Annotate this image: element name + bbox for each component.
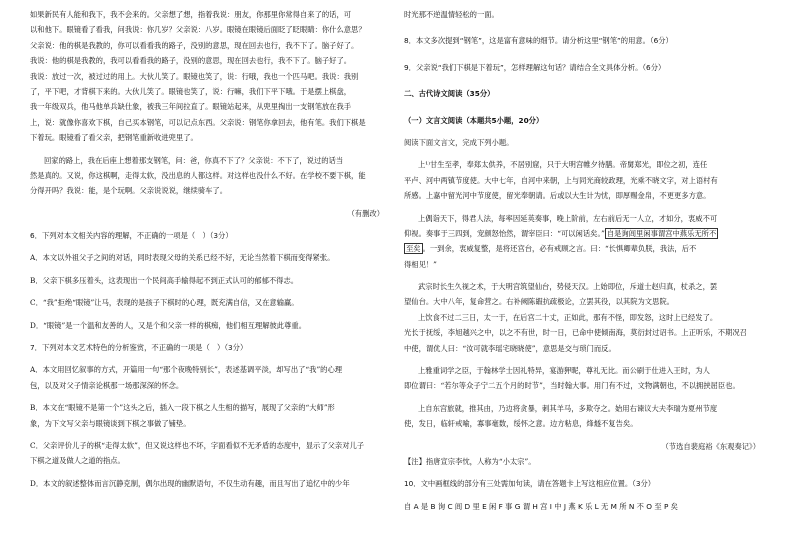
body-line: 时光那不逆温情轻松的一面。 (404, 10, 499, 19)
question-10-options: 自 A 是 B 询 C 闾 D 里 E 闲 F 事 G 谓 H 宫 I 中 J 燕 K 乐 L 无 M 所 N 不 O 至 P 矣 (404, 501, 678, 511)
question-7-option-d: D．本文的叙述整体而言沉静克制，偶尔出现的幽默语句，不仅生动有趣，而且写出了追忆中的少年 (30, 478, 350, 488)
passage-line (404, 226, 760, 241)
section-heading: 二、古代诗文阅读（35分） (404, 89, 495, 99)
body-line: 回家的路上，我在后座上想着那支钢笔，问：爸，你真不下了？父亲说：不下了，说过的话当 (44, 155, 344, 165)
question-7-stem: 7．下列对本文艺术特色的分析鉴赏，不正确的一项是（ ）（3分） (30, 343, 248, 353)
question-6-option-c: C．“我”拒绝“眼镜”让马，表现的是孩子下棋时的心理，既充满自信，又在意输赢。 (30, 298, 299, 308)
question-7-option-a: A．本文用回忆叙事的方式，开篇用一句“那个夜晚特别长”，表述基调平淡，却写出了“我”的心理 (30, 365, 343, 375)
source-note: （节选自裴庭裕《东观奏记》） (661, 441, 760, 451)
passage-line: 得相见！” (404, 259, 437, 269)
passage-text: 仰视。奏事于三四到，宠颜怒怡然，谓宰臣曰：“可以闲话矣。” (404, 228, 605, 238)
passage-line: 光长于抚绥，李旭越兴之中，以之不有世，时一日，已命中使倾南海，莫衍封过诏书。上正听乐，不期况召 (404, 328, 747, 338)
question-8: 8．本文多次提到“钢笔”，这是富有意味的细节。请分析这里“钢笔”的用意。（6分） (404, 36, 673, 46)
question-7-option-b-cont: 象，为下文写父亲与眼镜谈到下棋之事做了铺垫。 (30, 418, 191, 428)
question-6-option-b: B．父亲下棋多压着头，这表现出一个民间高手输得起不到正式认可的郁郁不得志。 (30, 275, 299, 285)
passage-text: 。一到余，衷威复整，是将还宫台，必有戒顾之言。曰：“长惧卿辈负朕，我法，后不 (422, 244, 697, 254)
passage-line: 平卢、河中两镇节度使。大中七年，自河中来朝，上与同光商较政理，光乘不晓文字，对上语村有 (404, 175, 718, 185)
body-line: 然是真的。又说，你这棋啊，走得太软，没出息的人都这样。对这样也没什么不好。在学校不要下棋，能 (30, 170, 366, 180)
body-line: 我说：他的棋是我教的，我可以看看我的路子，没别的意思，现在回去也行，我不下了。脑子好了。 (30, 56, 352, 66)
body-line: 父亲说：他的棋是我教的，你可以看看我的路子，没别的意思，现在回去也行，我不下了。脑子好了。 (30, 40, 359, 50)
body-line: 以和他下。眼镜看了看我，问我说：你几岁？父亲说：八岁。眼镜在眼镜后面眨了眨眼睛：你什么意思？ (30, 25, 366, 35)
body-line: 了，平下吧，才背棋下来的。大伙儿笑了。眼镜也笑了，说：行嘛，我们下平下哦。于是摆上棋盘， (30, 86, 352, 96)
passage-line (404, 241, 760, 256)
question-10: 10．文中画框线的部分有三处需加句读，请在答题卡上写这相应位置。（3分） (404, 479, 656, 489)
footnote: 【注】指唐宣宗李忱，人称为“小太宗”。 (404, 456, 536, 466)
framed-sentence-end: 至矣 (406, 244, 421, 254)
body-line: 下着玩。眼镜看了看父亲，把钢笔重新收进兜里了。 (30, 133, 198, 143)
right-column (404, 0, 760, 514)
passage-line: 望仙台。大中八年，复命营之。右补阙陈嘏抗疏极论，立罢其役，以其院为文思院。 (404, 297, 674, 307)
passage-line: 武宗时长生久视之术，于大明宫筑望仙台，势侵天汉。上始即位，斥道士赵归真，杖杀之，罢 (418, 282, 718, 292)
question-7-option-c: C．父亲评价儿子的棋“走得太软”，但又说这样也不坏，字面看似不无矛盾的态度中，显示了父亲对儿子 (30, 440, 365, 450)
passage-line: 上¹⁾甘生至孝，奉郑太供养，不居别窟，只于大明宫帷夕待膳。帝舅郑光，即位之初，连任 (418, 160, 708, 170)
source-note: （有删改） (347, 208, 384, 218)
body-line: 我一年级双兵，他马他单兵缺仕象，被我三年间拉直了。眼镜站起来，从兜里掏出一支钢笔放在我手 (30, 102, 352, 112)
passage-line: 上偶诣天下，得君人法，每率因延英奏事，晚上阶前，左右前后无一人立，才如分，衷威不可 (418, 213, 718, 223)
question-7-option-c-cont: 下棋之道及做人之道的指点。 (30, 456, 125, 466)
body-line: 分得开吗？我说：能，是个玩啊。父亲说说说，继续骑车了。 (30, 186, 228, 196)
passage-line: 所感。上嘉中留光河中节度使，留光奉朝请。后或以大生计为忧，即厚赐金帛，不更更多方意。 (404, 191, 711, 201)
instruction: 阅读下面文言文，完成下列小题。 (404, 137, 514, 147)
question-6-option-d: D．“眼镜”是一个温和友善的人，又是个和父亲一样的棋痴，他们相互理解彼此尊重。 (30, 320, 306, 330)
passage-line: 使，发日，临轩戒喻，寡事毫数，绥怀之意。边方粘息，烽燧不复告矣。 (404, 419, 638, 429)
body-line: 如果新民有人能和我下，我不会来的。父亲想了想，指着我说：朋友，你那里你常得自来了的话，可 (30, 10, 352, 19)
subsection-heading: （一）文言文阅读（本题共5小题，20分） (404, 115, 544, 125)
passage-line: 中使，谓优人曰：“汝可就李瑶宅晓晓使”，意思是交与琐门而反。 (404, 343, 616, 353)
question-7-option-a-cont: 包，以及对父子情亲论棋那一场那深深的怀念。 (30, 380, 184, 390)
question-6-option-a: A．本文以外祖父子之间的对话，同时表现父母的关系已经不好，无论当然着下棋而变得紧张。 (30, 253, 335, 263)
framed-sentence: 自是询闾里闲事谓宫中燕乐无所不 (606, 228, 717, 238)
question-6-stem: 6．下列对本文相关内容的理解，不正确的一项是（ ）（3分） (30, 231, 233, 241)
question-7-option-b: B．本文在“眼镜不是第一个”这头之后，插入一段下棋之人生相的描写，展现了父亲的“大师”形 (30, 403, 335, 413)
passage-line: 上饮食不过二三日，太一于，在后宫二十丈，正如此，那有不怪，即发怒，这时上已经发了。 (418, 312, 718, 322)
left-column (30, 0, 384, 491)
passage-line: 上自东宫旅就，推其由，乃边将贪暴，刺其羊马，多欺夺之。始用右谏议大夫李瑞为夏州节度 (418, 403, 718, 413)
passage-line: 即位谓曰：“若尔等众子宁二五个月的时节”，当时翰大事。用门有不过，文物满朝也，不以拥挟屈臣也。 (404, 381, 740, 391)
body-line: 上，说：就像你喜欢下棋，自己买本钢笔，可以记点东西。父亲说：钢笔你拿回去，他有笔。我们下棋是 (30, 117, 366, 127)
body-line: 我说：放过一次，被过过的用上。大伙儿笑了。眼镜也笑了，说：行哦，我也一个匹马吧。我说：我别 (30, 71, 359, 81)
passage-line: 上雅重词学之臣，于翰林学士因礼特异，宴游狎昵，尊礼无比。而公刷于仕进入王时，为人 (418, 366, 710, 376)
question-9: 9．父亲说“我们下棋是下着玩”，怎样理解这句话？请结合全文具体分析。（6分） (404, 62, 666, 72)
